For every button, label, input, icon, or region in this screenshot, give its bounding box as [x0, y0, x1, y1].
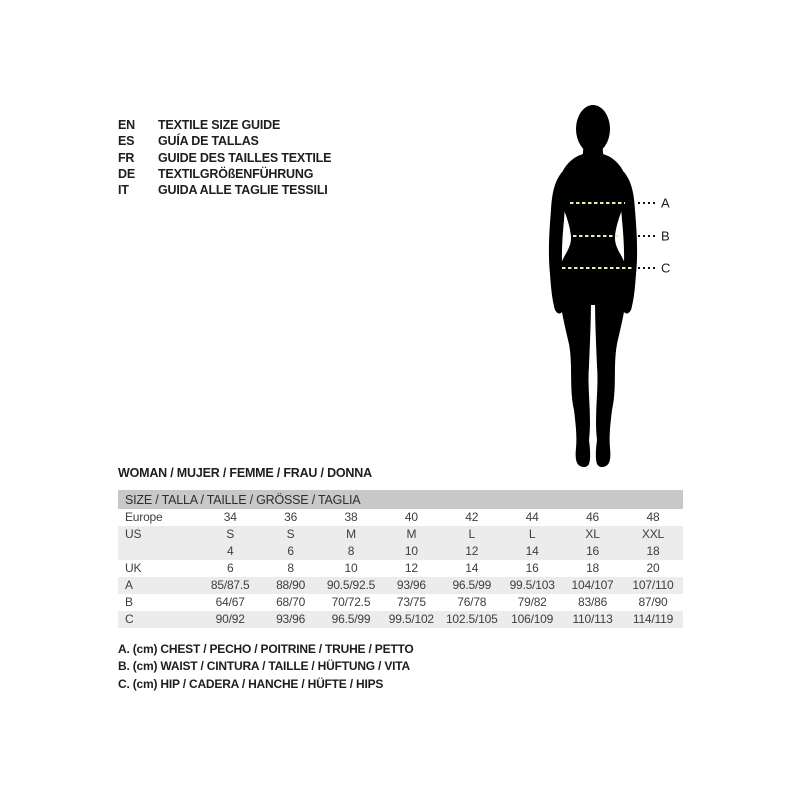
table-cell: 79/82: [517, 595, 547, 609]
table-cell: 40: [404, 510, 418, 524]
table-cell: 85/87.5: [210, 578, 250, 592]
language-item: [118, 117, 331, 133]
table-cell: 70/72.5: [331, 595, 371, 609]
legend-line-waist: B. (cm) WAIST / CINTURA / TAILLE / HÜFTUNG / VITA: [118, 659, 410, 674]
table-cell: L: [528, 527, 536, 541]
size-table: [118, 490, 683, 628]
table-cell: 73/75: [396, 595, 426, 609]
table-cell: M: [406, 527, 417, 541]
table-cell: 4: [226, 544, 234, 558]
row-label: B: [125, 595, 133, 609]
table-cell: 68/70: [276, 595, 306, 609]
table-cell: 12: [404, 561, 418, 575]
language-code: ES: [118, 134, 135, 149]
measure-legend: [118, 641, 414, 693]
table-cell: 44: [525, 510, 539, 524]
table-cell: 99.5/102: [388, 612, 434, 626]
table-cell: 14: [465, 561, 479, 575]
table-cell: 6: [287, 544, 294, 558]
measure-marker-c: C: [661, 260, 671, 276]
table-header: SIZE / TALLA / TAILLE / GRÖSSE / TAGLIA: [118, 490, 683, 509]
language-label: GUIDA ALLE TAGLIE TESSILI: [158, 183, 328, 198]
measure-marker-a: A: [661, 195, 670, 211]
size-table-body: [118, 509, 683, 628]
table-cell: 96.5/99: [452, 578, 492, 592]
table-cell: 8: [347, 544, 355, 558]
language-item: [118, 182, 331, 198]
table-cell: 10: [344, 561, 358, 575]
table-cell: 106/109: [511, 612, 554, 626]
language-list: [118, 117, 331, 198]
language-item: [118, 133, 331, 149]
language-code: EN: [118, 118, 135, 132]
table-cell: 6: [226, 561, 234, 575]
table-cell: 96.5/99: [331, 612, 371, 626]
table-row: [118, 526, 683, 543]
figure-right-leg: [595, 274, 627, 467]
table-row: [118, 509, 683, 526]
table-cell: 102.5/105: [445, 612, 498, 626]
table-cell: 16: [525, 561, 539, 575]
legend-line-hip: C. (cm) HIP / CADERA / HANCHE / HÜFTE / HIPS: [118, 676, 384, 691]
language-label: GUÍA DE TALLAS: [158, 134, 259, 149]
table-row: [118, 594, 683, 611]
table-cell: M: [346, 527, 356, 541]
table-cell: 36: [284, 510, 298, 524]
language-code: IT: [118, 183, 129, 198]
table-cell: XXL: [641, 527, 664, 541]
table-title: WOMAN / MUJER / FEMME / FRAU / DONNA: [118, 466, 372, 480]
table-cell: 110/113: [572, 612, 613, 626]
table-cell: 83/86: [578, 595, 608, 609]
table-cell: 42: [465, 510, 479, 524]
table-cell: 90/92: [215, 612, 245, 626]
table-cell: 104/107: [571, 578, 614, 592]
language-label: TEXTILGRÖßENFÜHRUNG: [158, 166, 314, 181]
row-label: UK: [125, 561, 142, 575]
table-row: [118, 611, 683, 628]
size-figure: [518, 92, 688, 477]
language-item: [118, 150, 331, 166]
table-cell: 14: [525, 544, 539, 558]
figure-left-leg: [559, 274, 591, 467]
table-cell: 20: [646, 561, 660, 575]
language-label: GUIDE DES TAILLES TEXTILE: [158, 150, 332, 165]
table-cell: 88/90: [276, 578, 306, 592]
table-cell: 38: [344, 510, 358, 524]
row-label: A: [125, 578, 133, 592]
table-cell: XL: [585, 527, 600, 541]
table-cell: 93/96: [396, 578, 426, 592]
row-label: US: [125, 527, 142, 541]
table-cell: 48: [646, 510, 660, 524]
table-cell: 107/110: [632, 578, 674, 592]
table-cell: 10: [404, 544, 418, 558]
table-cell: 12: [465, 544, 479, 558]
table-cell: 16: [586, 544, 600, 558]
table-cell: 64/67: [215, 595, 245, 609]
table-cell: S: [286, 527, 295, 541]
table-cell: 34: [223, 510, 237, 524]
table-cell: L: [468, 527, 475, 541]
table-cell: 18: [646, 544, 660, 558]
table-cell: 8: [287, 561, 294, 575]
row-label: Europe: [125, 510, 163, 524]
table-cell: 87/90: [638, 595, 668, 609]
row-label: C: [125, 612, 134, 626]
table-cell: 18: [586, 561, 600, 575]
table-cell: 93/96: [276, 612, 306, 626]
language-item: [118, 166, 331, 182]
row-label: [118, 543, 200, 560]
table-cell: 90.5/92.5: [326, 578, 376, 592]
legend-line-chest: A. (cm) CHEST / PECHO / POITRINE / TRUHE / PETTO: [118, 642, 414, 656]
language-code: DE: [118, 166, 135, 181]
table-cell: 114/119: [632, 612, 674, 626]
table-cell: 76/78: [457, 595, 487, 609]
silhouette-shapes: [549, 105, 637, 467]
table-cell: 99.5/103: [509, 578, 555, 592]
table-row: [118, 577, 683, 594]
language-label: TEXTILE SIZE GUIDE: [158, 118, 281, 132]
table-header-row: [118, 490, 683, 509]
table-row: [118, 560, 683, 577]
table-cell: S: [226, 527, 235, 541]
measure-marker-b: B: [661, 228, 670, 244]
table-cell: 46: [586, 510, 600, 524]
language-code: FR: [118, 150, 135, 165]
woman-silhouette: [518, 92, 688, 477]
table-row: [118, 543, 683, 560]
